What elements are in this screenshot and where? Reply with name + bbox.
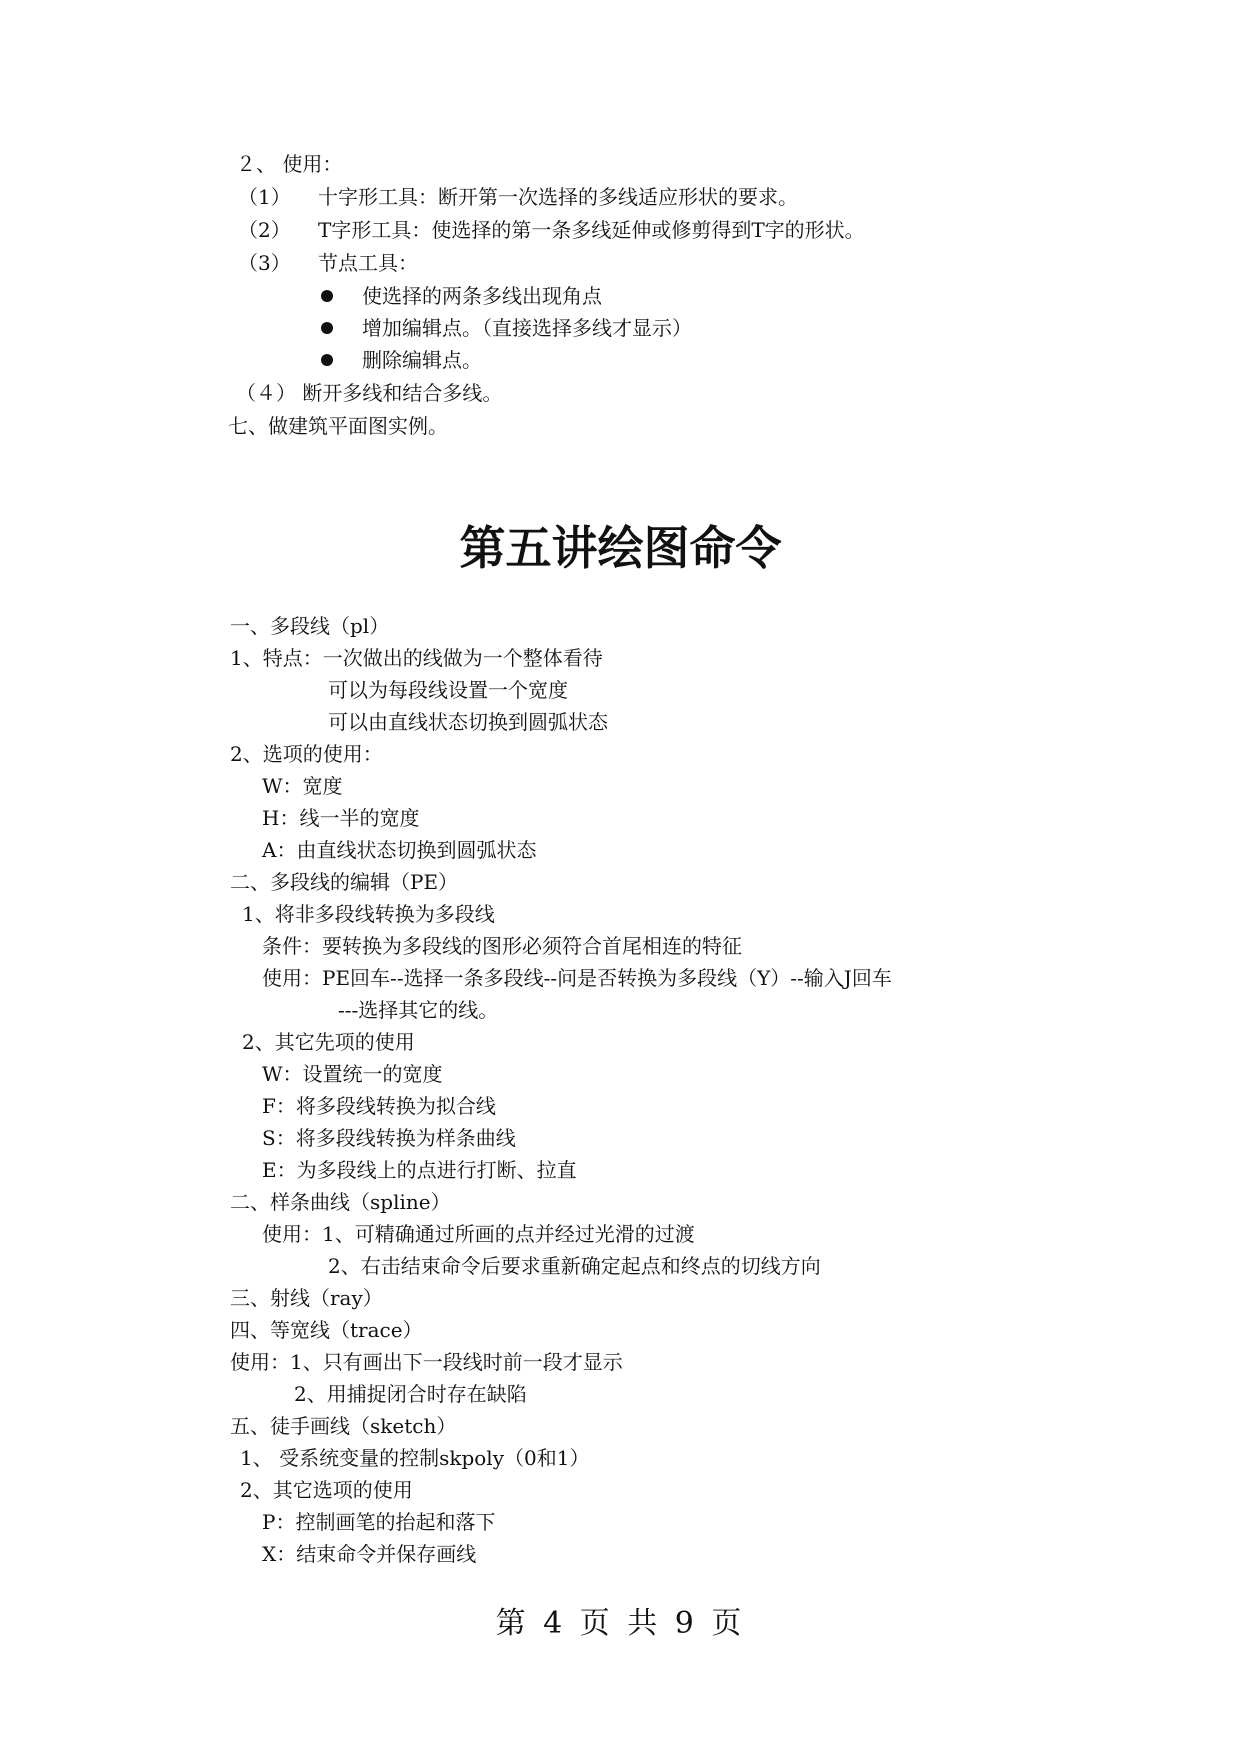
body-line: 2、用捕捉闭合时存在缺陷 <box>294 1382 527 1406</box>
item-text-t-tool: T字形工具：使选择的第一条多线延伸或修剪得到T字的形状。 <box>318 218 865 242</box>
body-line: W：设置统一的宽度 <box>262 1062 443 1086</box>
body-line: 条件：要转换为多段线的图形必须符合首尾相连的特征 <box>262 934 742 958</box>
body-line: H：线一半的宽度 <box>262 806 420 830</box>
body-line: 五、徒手画线（sketch） <box>230 1414 457 1438</box>
body-line: 2、选项的使用： <box>230 742 383 766</box>
body-line: ---选择其它的线。 <box>338 998 499 1022</box>
section-heading-usage: ２、 使用： <box>236 152 343 176</box>
body-line: 2、其它先项的使用 <box>242 1030 415 1054</box>
body-line: 使用：1、可精确通过所画的点并经过光滑的过渡 <box>262 1222 695 1246</box>
body-line: 二、样条曲线（spline） <box>230 1190 451 1214</box>
body-line: 1、特点：一次做出的线做为一个整体看待 <box>230 646 603 670</box>
item-text-cross-tool: 十字形工具：断开第一次选择的多线适应形状的要求。 <box>318 185 798 209</box>
body-line: 二、多段线的编辑（PE） <box>230 870 459 894</box>
body-line: 1、 受系统变量的控制skpoly（0和1） <box>240 1446 590 1470</box>
body-line: A：由直线状态切换到圆弧状态 <box>262 838 537 862</box>
body-line: 1、将非多段线转换为多段线 <box>242 902 495 926</box>
body-line: 一、多段线（pl） <box>230 614 390 638</box>
bullet-item-2: 增加编辑点。（直接选择多线才显示） <box>362 316 692 340</box>
body-line: X：结束命令并保存画线 <box>262 1542 477 1566</box>
lecture-title: 第五讲绘图命令 <box>459 521 782 575</box>
body-line: 2、其它选项的使用 <box>240 1478 413 1502</box>
body-line: 三、射线（ray） <box>230 1286 383 1310</box>
body-line: P：控制画笔的抬起和落下 <box>262 1510 496 1534</box>
bullet-icon <box>321 354 333 366</box>
body-line: 可以由直线状态切换到圆弧状态 <box>328 710 608 734</box>
body-line: 四、等宽线（trace） <box>230 1318 423 1342</box>
bullet-item-3: 删除编辑点。 <box>362 348 482 372</box>
page-number-footer: 第 4 页 共 9 页 <box>495 1606 746 1641</box>
bullet-item-1: 使选择的两条多线出现角点 <box>362 284 602 308</box>
item-number-2: （2） <box>238 218 291 242</box>
section-seven-line: 七、做建筑平面图实例。 <box>228 414 448 438</box>
body-line: 2、右击结束命令后要求重新确定起点和终点的切线方向 <box>328 1254 821 1278</box>
item-number-1: （1） <box>238 185 291 209</box>
body-line: S：将多段线转换为样条曲线 <box>262 1126 516 1150</box>
bullet-icon <box>321 290 333 302</box>
body-line: W：宽度 <box>262 774 343 798</box>
bullet-icon <box>321 322 333 334</box>
body-line: 可以为每段线设置一个宽度 <box>328 678 568 702</box>
item-4-line: （４） 断开多线和结合多线。 <box>236 381 503 405</box>
body-line: 使用：1、只有画出下一段线时前一段才显示 <box>230 1350 623 1374</box>
item-number-3: （3） <box>238 251 291 275</box>
item-text-node-tool: 节点工具： <box>318 251 418 275</box>
body-line: 使用：PE回车--选择一条多段线--问是否转换为多段线（Y）--输入J回车 <box>262 966 892 990</box>
body-line: F：将多段线转换为拟合线 <box>262 1094 496 1118</box>
body-line: E：为多段线上的点进行打断、拉直 <box>262 1158 577 1182</box>
